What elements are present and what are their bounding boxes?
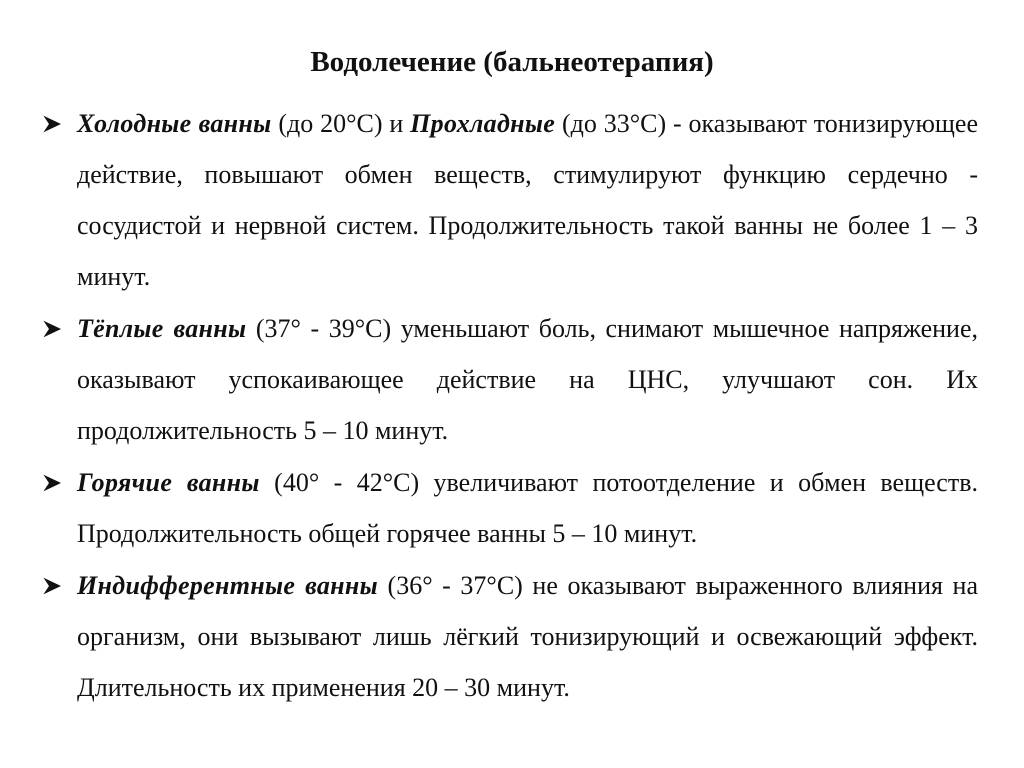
item-text: (до 33°С) - оказывают тонизирующее действие, повышают обмен веществ, стимулируют функцию сердечно - сосудистой и нервной систем. Продолжительность такой ванны не более 1 – 3 минут. — [77, 109, 978, 291]
bullet-list — [40, 98, 978, 714]
page-title: Водолечение (бальнеотерапия) — [310, 46, 714, 78]
term-warm-baths: Тёплые ванны — [77, 314, 247, 343]
item-text: (37° - 39°С) уменьшают боль, снимают мышечное напряжение, оказывают успокаивающее действие на ЦНС, улучшают сон. Их продолжительность 5 – 10 минут. — [77, 314, 978, 445]
term-cool-baths: Прохладные — [410, 109, 556, 138]
item-text: (40° - 42°С) увеличивают потоотделение и обмен веществ. Продолжительность общей горячее ванны 5 – 10 минут. — [77, 468, 978, 548]
item-text: (до 20°С) и — [271, 109, 411, 138]
arrow-bullet-icon — [40, 575, 62, 597]
arrow-bullet-icon — [40, 113, 62, 135]
item-text: (36° - 37°С) не оказывают выраженного влияния на организм, они вызывают лишь лёгкий тонизирующий и освежающий эффект. Длительность их применения 20 – 30 минут. — [77, 571, 978, 702]
list-item-indifferent-baths — [40, 560, 978, 713]
term-hot-baths: Горячие ванны — [77, 468, 260, 497]
list-item-warm-baths — [40, 303, 978, 456]
list-item-cold-baths — [40, 98, 978, 302]
term-cold-baths: Холодные ванны — [77, 109, 272, 138]
list-item-hot-baths — [40, 457, 978, 559]
arrow-bullet-icon — [40, 472, 62, 494]
arrow-bullet-icon — [40, 318, 62, 340]
term-indifferent-baths: Индифферентные ванны — [77, 571, 378, 600]
